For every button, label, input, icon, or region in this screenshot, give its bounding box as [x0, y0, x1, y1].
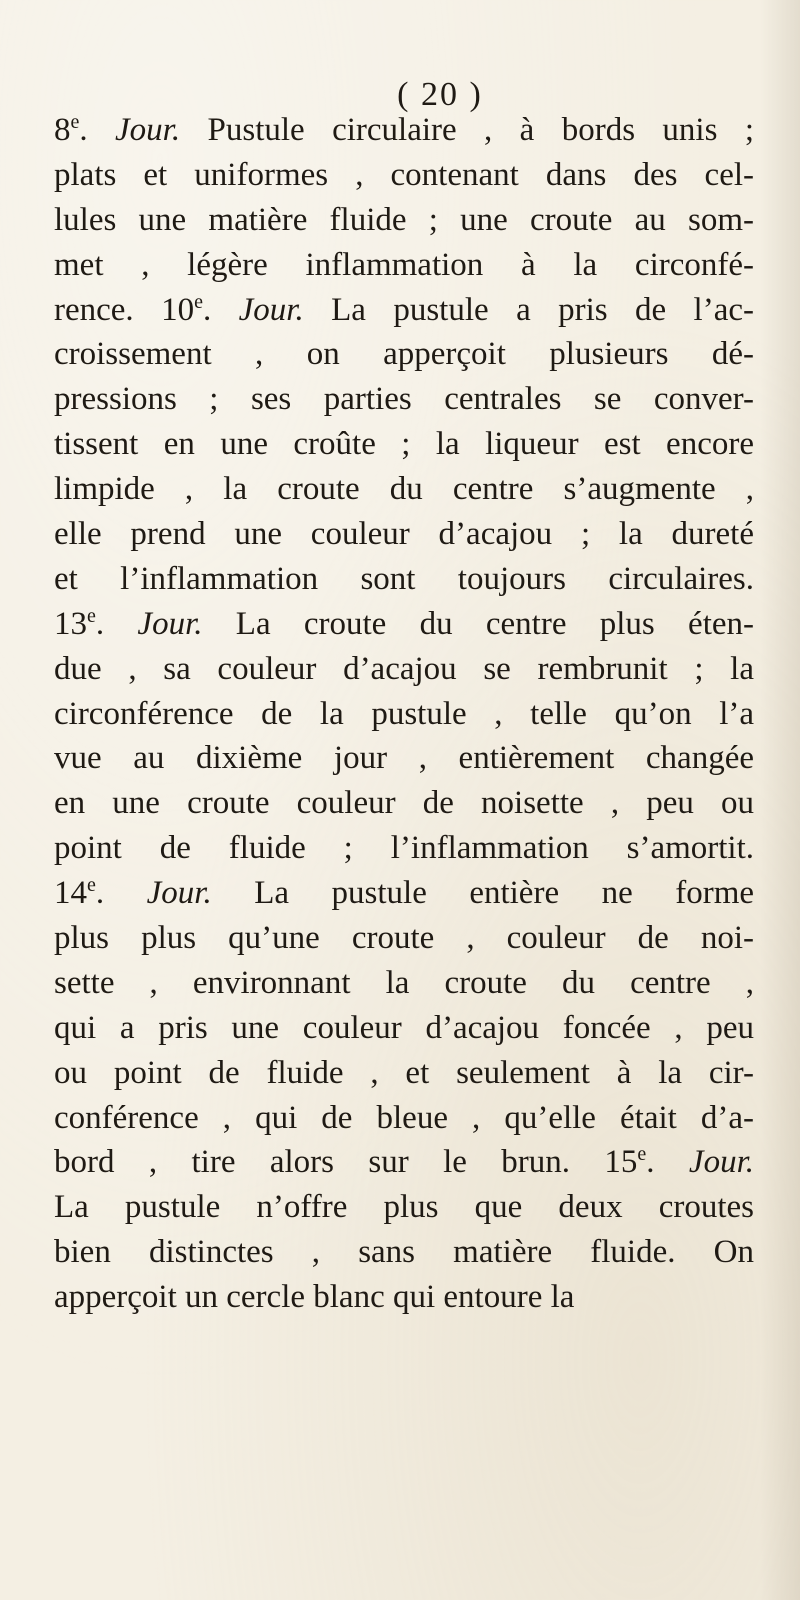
text-line-7: pressions ; ses parties centrales se conver-: [54, 381, 754, 418]
text-line-15: vue au dixième jour , entièrement changée: [54, 740, 754, 777]
text-line-16: en une croute couleur de noisette , peu ou: [54, 785, 754, 822]
page-number: ( 20 ): [397, 76, 483, 113]
text-line-2: plats et uniformes , contenant dans des cel-: [54, 156, 754, 193]
text-line-10: elle prend une couleur d’acajou ; la dureté: [54, 516, 754, 553]
text-line-3: lules une matière fluide ; une croute au som-: [54, 201, 754, 238]
text-line-13: due , sa couleur d’acajou se rembrunit ; la: [54, 650, 754, 687]
text-line-26: bien distinctes , sans matière fluide. On: [54, 1234, 754, 1271]
text-line-12: 13e. Jour. La croute du centre plus éten-: [54, 604, 754, 642]
page-edge-shadow: [760, 0, 800, 1600]
text-line-23: conférence , qui de bleue , qu’elle était d’a-: [54, 1099, 754, 1136]
text-line-14: circonférence de la pustule , telle qu’on l’a: [54, 695, 754, 732]
text-line-17: point de fluide ; l’inflammation s’amortit.: [54, 830, 754, 867]
text-line-11: et l’inflammation sont toujours circulaires.: [54, 560, 754, 597]
text-line-9: limpide , la croute du centre s’augmente ,: [54, 471, 754, 508]
text-line-27: apperçoit un cercle blanc qui entoure la: [54, 1279, 575, 1316]
text-line-19: plus plus qu’une croute , couleur de noi-: [54, 920, 754, 957]
text-line-24: bord , tire alors sur le brun. 15e. Jour.: [54, 1143, 755, 1181]
text-line-4: met , légère inflammation à la circonfé-: [54, 246, 754, 283]
text-line-21: qui a pris une couleur d’acajou foncée , peu: [54, 1009, 754, 1046]
text-line-1: 8e. Jour. Pustule circulaire , à bords unis ;: [54, 111, 754, 148]
body-text: [54, 108, 754, 1320]
text-line-20: sette , environnant la croute du centre ,: [54, 964, 754, 1001]
text-line-25: La pustule n’offre plus que deux croutes: [54, 1189, 754, 1226]
text-line-6: croissement , on apperçoit plusieurs dé-: [54, 336, 754, 373]
text-line-18: 14e. Jour. La pustule entière ne forme: [54, 874, 755, 912]
text-line-22: ou point de fluide , et seulement à la cir-: [54, 1054, 754, 1091]
text-line-5: rence. 10e. Jour. La pustule a pris de l’ac-: [54, 290, 755, 328]
text-line-8: tissent en une croûte ; la liqueur est encore: [54, 426, 754, 463]
